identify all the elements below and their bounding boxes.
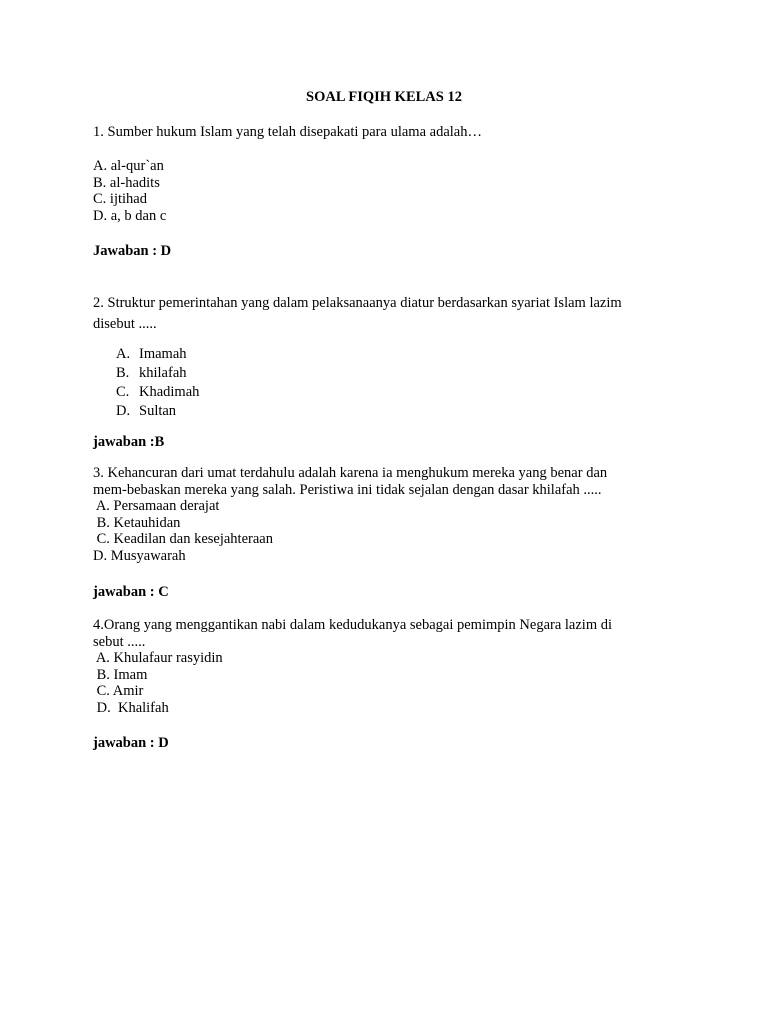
option: C. ijtihad [93,191,147,207]
option-text: khilafah [139,365,187,381]
option: A. Persamaan derajat [93,498,220,514]
question-1 [93,124,683,141]
option-text: Sultan [139,403,177,419]
option: B. al-hadits [93,174,160,191]
option [116,402,199,421]
answer-text: jawaban :B [93,434,165,450]
question-4-text-line-1: 4.Orang yang menggantikan nabi dalam kedudukanya sebagai pemimpin Negara lazim di [93,617,613,633]
question-3-text-line-2: mem-bebaskan mereka yang salah. Peristiwa ini tidak sejalan dengan dasar khilafah ..... [93,481,602,498]
option: D. Khalifah [93,699,169,716]
option: A. Khulafaur rasyidin [93,650,223,666]
option: B. Imam [93,666,148,683]
question-2-text-line-2: disebut ..... [93,316,157,332]
option: C. Amir [93,683,144,699]
question-2-text-line-1: 2. Struktur pemerintahan yang dalam pelaksanaanya diatur berdasarkan syariat Islam lazim [93,295,622,311]
page-title: SOAL FIQIH KELAS 12 [306,89,462,105]
question-1-options [93,158,683,224]
question-3-text-line-1: 3. Kehancuran dari umat terdahulu adalah karena ia menghukum mereka yang benar dan [93,465,608,481]
option: D. Musyawarah [93,547,186,564]
option-label: C. [116,384,130,400]
question-4-answer [93,734,683,752]
option: B. Ketauhidan [93,514,181,531]
answer-text: jawaban : C [93,584,169,600]
question-1-text: 1. Sumber hukum Islam yang telah disepakati para ulama adalah… [93,124,482,140]
answer-text: Jawaban : D [93,243,172,259]
question-4 [93,617,683,716]
option [116,364,199,383]
option-label: A. [116,346,131,362]
question-1-answer [93,242,683,260]
question-3-answer [93,583,683,601]
question-4-text-line-2: sebut ..... [93,633,146,650]
option-text: Imamah [139,346,187,362]
option-label: B. [116,365,130,381]
answer-text: jawaban : D [93,735,169,751]
question-2 [93,293,683,335]
option-label: D. [116,403,131,419]
option: C. Keadilan dan kesejahteraan [93,531,273,547]
question-2-options [116,345,199,421]
option: A. al-qur`an [93,158,164,174]
question-3 [93,465,683,564]
option [116,383,199,402]
question-2-answer [93,433,683,451]
option-text: Khadimah [139,384,200,400]
option [116,345,199,364]
option: D. a, b dan c [93,207,167,224]
